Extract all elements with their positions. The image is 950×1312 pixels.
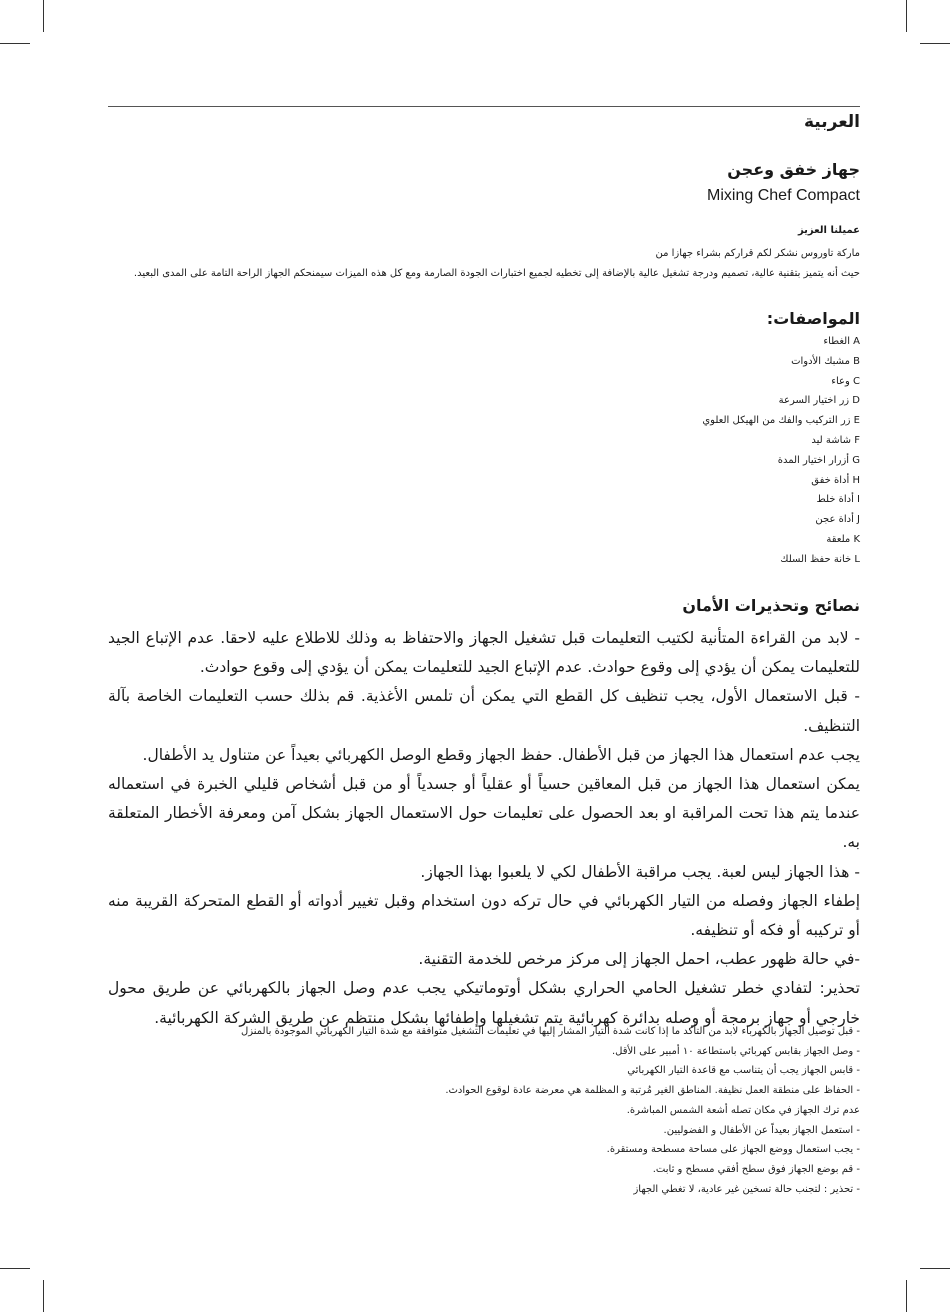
crop-mark-top-left-vertical	[43, 0, 44, 32]
spec-item: H أداة خفق	[811, 474, 860, 486]
crop-mark-bottom-right-horizontal	[920, 1268, 950, 1269]
header-rule	[108, 106, 860, 107]
spec-item: J أداة عجن	[815, 514, 860, 526]
safety-paragraph: يمكن استعمال هذا الجهاز من قبل المعاقين حسياً أو عقلياً أو جسدياً أو من قبل أشخاص قليلي الخبرة في استعماله عندما يتم هذا تحت المراقبة او بعد الحصول على تعليمات حول الاستعمال الجهاز بشكل آمن ومعرفة الأخطار المتعلقة به.	[108, 775, 860, 852]
crop-mark-top-right-horizontal	[920, 43, 950, 44]
product-name-arabic: جهاز خفق وعجن	[727, 160, 860, 179]
crop-mark-top-left-horizontal	[0, 43, 30, 44]
note-item: - وصل الجهاز بقابس كهربائي باستطاعة ١٠ أمبير على الأقل.	[611, 1045, 860, 1057]
spec-item: F شاشة ليد	[811, 434, 860, 446]
note-item: عدم ترك الجهاز في مكان تصله أشعة الشمس المباشرة.	[626, 1104, 860, 1116]
intro-line: ماركة تاوروس نشكر لكم قراركم بشراء جهازا من	[655, 248, 860, 259]
safety-paragraph: يجب عدم استعمال هذا الجهاز من قبل الأطفال. حفظ الجهاز وقطع الوصل الكهربائي بعيداً عن متناول يد الأطفال.	[142, 745, 860, 764]
crop-mark-top-right-vertical	[906, 0, 907, 32]
crop-mark-bottom-right-vertical	[906, 1280, 907, 1312]
crop-mark-bottom-left-vertical	[43, 1280, 44, 1312]
intro-line: حيث أنه يتميز بتقنية عالية، تصميم ودرجة تشغيل عالية بالإضافة إلى تخطيه لجميع اختبارات الجودة الصارمة ومع كل هذه الميزات سيمنحكم الجهاز الراحة التامة على المدى البعيد.	[133, 268, 860, 279]
note-item: - قم بوضع الجهاز فوق سطح أفقي مسطح و ثابت.	[652, 1163, 860, 1175]
safety-paragraph: - قبل الاستعمال الأول، يجب تنظيف كل القطع التي يمكن أن تلمس الأغذية. قم بذلك حسب التعليمات الخاصة بآلة التنظيف.	[108, 687, 860, 735]
spec-item: C وعاء	[831, 375, 860, 387]
greeting: عميلنا العزيز	[797, 225, 860, 236]
specifications-title: المواصفات:	[766, 309, 860, 328]
spec-item: D زر اختيار السرعة	[778, 395, 860, 407]
intro-text	[108, 244, 860, 284]
safety-paragraph: - لابد من القراءة المتأنية لكتيب التعليمات قبل تشغيل الجهاز والاحتفاظ به وذلك للاطلاع عليه لاحقا. عدم الإتباع الجيد للتعليمات يمكن أن يؤدي إلى وقوع حوادث. عدم الإتباع الجيد للتعليمات يمكن أن يؤدي إلى وقوع حوادث.	[108, 629, 860, 677]
safety-paragraph: تحذير: لتفادي خطر تشغيل الحامي الحراري بشكل أوتوماتيكي يجب عدم وصل الجهاز بالكهربائي عن طريق محول خارجي أو جهاز برمجة أو وصله بدائرة كهربائية يتم تشغيلها وإطفائها بشكل منتظم عن طريق الشركة الكهربائية.	[108, 979, 860, 1027]
safety-paragraph: إطفاء الجهاز وفصله من التيار الكهربائي في حال تركه دون استخدام وقبل تغيير أدواته أو القطع المتحركة القريبة منه أو تركيبه أو فكه أو تنظيفه.	[108, 891, 860, 940]
spec-item: L خانة حفظ السلك	[780, 553, 860, 565]
spec-item: K ملعقة	[826, 533, 860, 545]
note-item: - قبل توصيل الجهاز بالكهرباء لابد من التأكد ما إذا كانت شدة التيار المشار إليها في تعليمات التشغيل متوافقة مع شدة التيار الكهربائي الموجودة بالمنزل	[240, 1026, 860, 1037]
spec-item: I أداة خلط	[816, 494, 860, 506]
spec-item: A الغطاء	[823, 336, 860, 347]
specifications-list	[702, 332, 860, 570]
spec-item: E زر التركيب والفك من الهيكل العلوي	[702, 415, 860, 427]
note-item: - استعمل الجهاز بعيداً عن الأطفال و الفضوليين.	[663, 1124, 860, 1136]
note-item: - تحذير : لتجنب حالة تسخين غير عادية، لا تغطي الجهاز	[633, 1183, 860, 1195]
safety-paragraph: - هذا الجهاز ليس لعبة. يجب مراقبة الأطفال لكي لا يلعبوا بهذا الجهاز.	[420, 862, 860, 881]
notes-list	[108, 1022, 860, 1199]
product-name-english: Mixing Chef Compact	[707, 187, 860, 204]
language-heading: العربية	[803, 112, 860, 132]
safety-paragraph: -في حالة ظهور عطب، احمل الجهاز إلى مركز مرخص للخدمة التقنية.	[418, 950, 860, 969]
safety-title: نصائح وتحذيرات الأمان	[682, 596, 860, 615]
note-item: - الحفاظ على منطقة العمل نظيفة. المناطق الغير مُرتبة و المظلمة هي معرضة عادة لوقوع الحوادث.	[445, 1085, 860, 1097]
spec-item: B مشبك الأدوات	[791, 355, 860, 367]
note-item: - قابس الجهاز يجب أن يتناسب مع قاعدة التيار الكهربائي	[627, 1065, 860, 1077]
spec-item: G أزرار اختيار المدة	[777, 454, 860, 466]
safety-text	[108, 624, 860, 1033]
note-item: - يجب استعمال ووضع الجهاز على مساحة مسطحة ومستقرة.	[606, 1144, 860, 1156]
crop-mark-bottom-left-horizontal	[0, 1268, 30, 1269]
